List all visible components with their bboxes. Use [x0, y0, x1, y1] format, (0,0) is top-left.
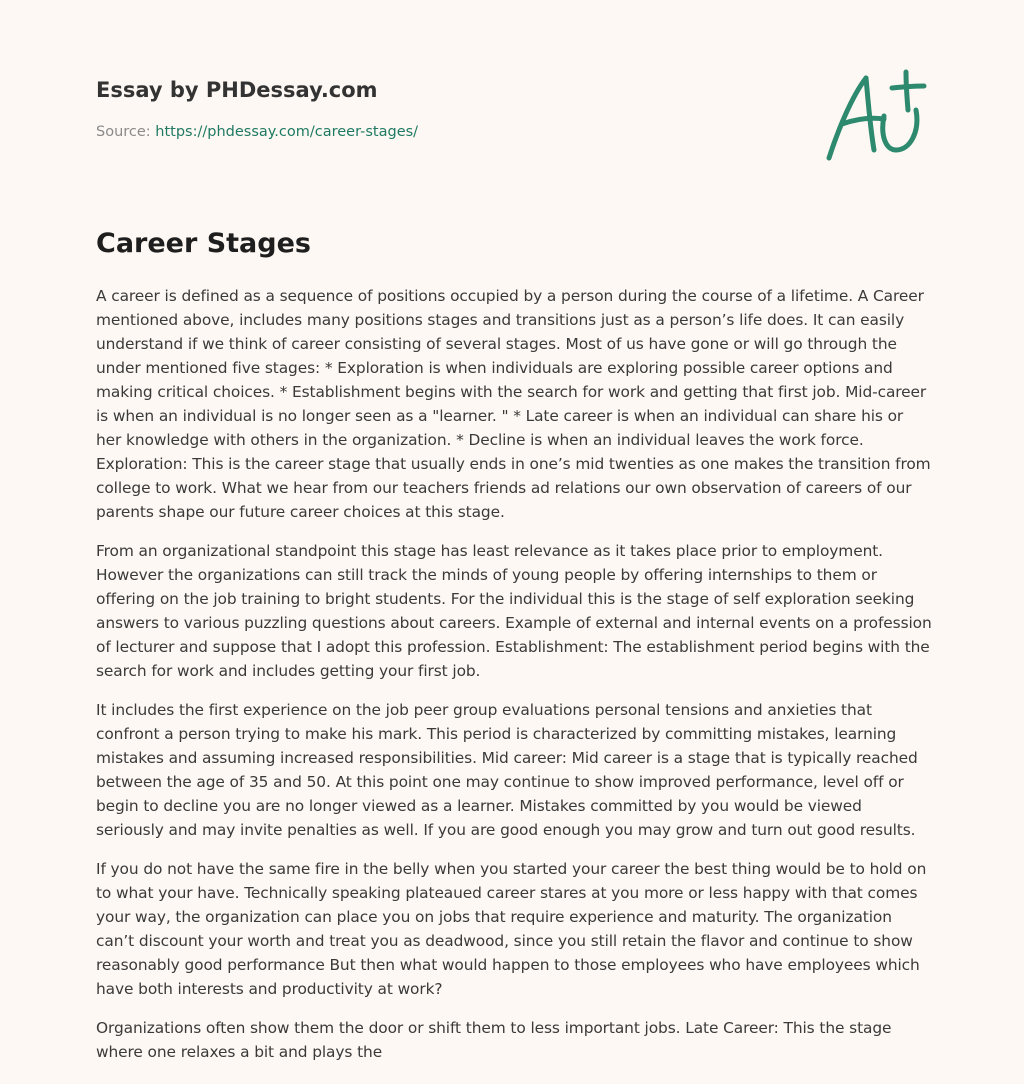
source-line — [96, 122, 696, 142]
site-brand: Essay by PHDessay.com — [96, 78, 378, 102]
essay-paragraph: A career is defined as a sequence of positions occupied by a person during the course of a lifetime. A Career mentioned above, includes many positions stages and transitions just as a person’s life does. It can easily understand if we think of career consisting of several stages. Most of us have gone or will go through the under mentioned five stages: * Exploration is when individuals are exploring possible career options and making critical choices. * Establishment begins with the search for work and getting that first job. Mid-career is when an individual is no longer seen as a "learner. " * Late career is when an individual can share his or her knowledge with others in the organization. * Decline is when an individual leaves the work force. Exploration: This is the career stage that usually ends in one’s mid twenties as one makes the transition from college to work. What we hear from our teachers friends ad relations our own observation of careers of our parents shape our future career choices at this stage. — [96, 287, 931, 521]
essay-body — [96, 284, 932, 1079]
essay-paragraph: If you do not have the same fire in the belly when you started your career the best thing would be to hold on to what your have. Technically speaking plateaued career stares at you more or less happy with that comes your way, the organization can place you on jobs that require experience and maturity. The organization can’t discount your worth and treat you as deadwood, since you still retain the flavor and continue to show reasonably good performance But then what would happen to those employees who have employees which have both interests and productivity at work? — [96, 860, 927, 998]
source-link[interactable]: https://phdessay.com/career-stages/ — [155, 124, 419, 140]
a-plus-grade-icon — [820, 66, 932, 166]
source-label: Source: — [96, 124, 156, 140]
essay-title: Career Stages — [96, 228, 311, 259]
essay-paragraph: Organizations often show them the door or shift them to less important jobs. Late Career: This the stage where one relaxes a bit and plays the — [96, 1019, 892, 1061]
essay-header — [96, 76, 696, 142]
essay-paragraph: It includes the first experience on the job peer group evaluations personal tensions and anxieties that confront a person trying to make his mark. This period is characterized by committing mistakes, learning mistakes and assuming increased responsibilities. Mid career: Mid career is a stage that is typically reached between the age of 35 and 50. At this point one may continue to show improved performance, level off or begin to decline you are no longer viewed as a learner. Mistakes committed by you would be viewed seriously and may invite penalties as well. If you are good enough you may grow and turn out good results. — [96, 701, 918, 839]
essay-paragraph: From an organizational standpoint this stage has least relevance as it takes place prior to employment. However the organizations can still track the minds of young people by offering internships to them or offering on the job training to bright students. For the individual this is the stage of self exploration seeking answers to various puzzling questions about careers. Example of external and internal events on a profession of lecturer and suppose that I adopt this profession. Establishment: The establishment period begins with the search for work and includes getting your first job. — [96, 542, 932, 680]
